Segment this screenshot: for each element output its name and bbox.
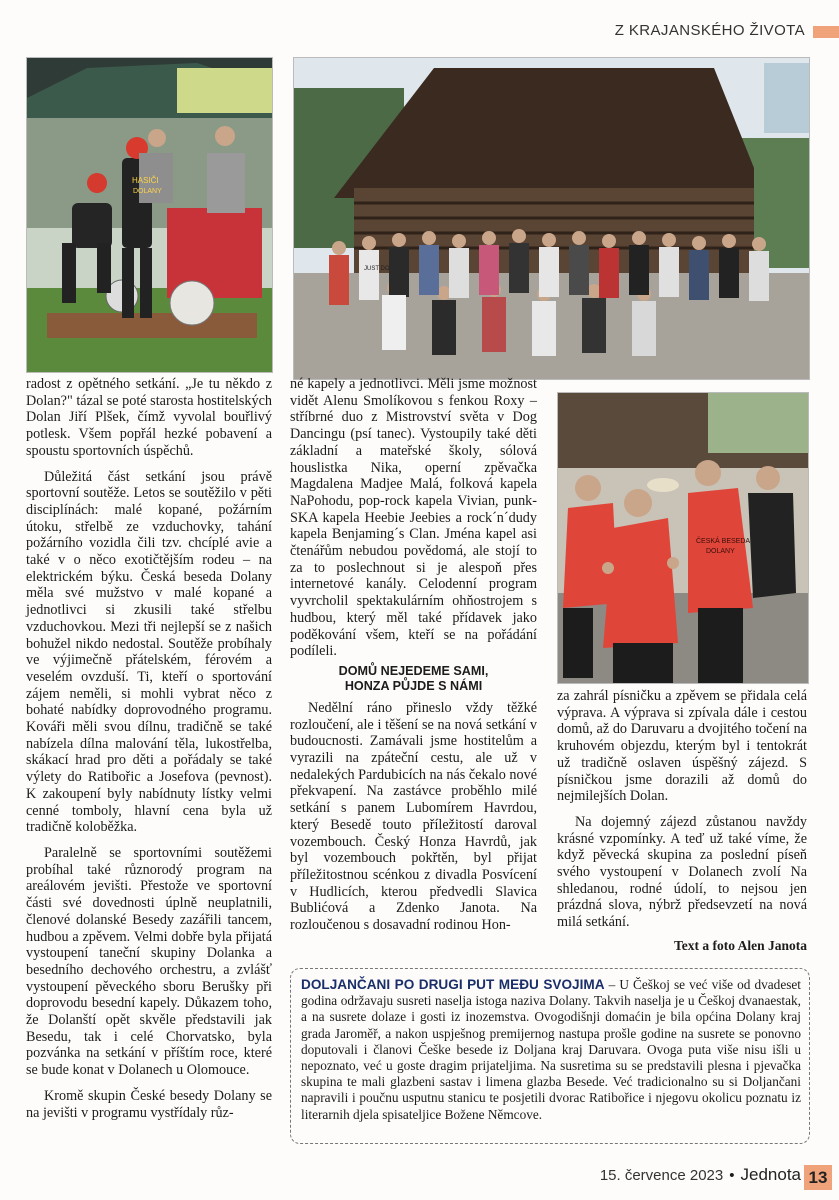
page-footer [600, 1165, 801, 1185]
dancer-shirt-text: ČESKÁ BESEDA [696, 538, 751, 545]
photo-firefighters-competition [26, 57, 273, 373]
group-shirt-text: JUST DO [364, 266, 390, 272]
photo-group-in-front-of-log-house [293, 57, 810, 380]
paragraph-4: Kromě skupin České besedy Dolany se na jevišti v programu vystřídaly růz- [26, 1087, 272, 1121]
summary-text: – U Češkoj se već više od dvadeset godina održavaju susreti naselja istoga naziva Dolany. Takvih naselja je u Češkoj dvanaestak, a na susrete dolaze i gosti iz inozemstva. Ovogodišnji domaćin je bila općina Dolany kraj grada Jaroměř, a nakon uspješnog premijernog nastupa prošle godine na susrete se ponovno doputovali i članovi Češke besede iz Doljana kraj Daruvara. Ovoga puta više nisu išli u nepoznato, već u goste dragim prijateljima. Na susretima su se predstavili plesna i pjevačka skupina te mali glazbeni sastav i limena glazba Besede. Već tradicionalno su si Doljančani napravili i poučnu usputnu stanicu te posjetili dvorac Ratibořice i njegovu okolicu poznatu iz literarnih djela spisateljice Božene Němcove. [301, 977, 802, 1122]
section-header: Z KRAJANSKÉHO ŽIVOTA [614, 22, 805, 39]
footer-separator: • [729, 1167, 735, 1184]
photo-dancers-red-shirts [557, 392, 809, 684]
paragraph-2: Důležitá část setkání jsou právě sportovní soutěže. Letos se soutěžilo v pěti disciplínách: malé kopané, požárním útoku, střelbě ze vzduchovky, tahání požárního vozidla čili tzv. chcíplé avie a také v o něco exotičtějším rodeu – na elektrickém býku. Česká beseda Dolany měla své mužstvo v malé kopané a jednotlivci si zkusili také střelbu vzduchovkou. Mezi tři nejlepší se z našich bohužel nikdo nedostal. Soutěže probíhaly ve výjimečně přátelském, férovém a veselém ovzduší. Ti, kteří o sportování zájem neměli, si mohli vybrat něco z bohaté nabídky doprovodného programu. Kováři měli svou dílnu, tradičně se také nabízela dílna malování těla, lukostřelba, skákací hrad pro děti a pořádaly se také výlety do Ratibořic a Josefova (pevnost). K zakoupení byly nabídnuty lístky velmi cenné tomboly, hlavní cena byla už tradičně koloběžka. [26, 468, 272, 836]
article-column-2 [290, 376, 537, 934]
firefighter-shirt-text: HASIČI [132, 176, 159, 185]
svg-text:DOLANY: DOLANY [706, 548, 735, 555]
summary-box [290, 968, 810, 1144]
paragraph-3: Paralelně se sportovními soutěžemi probíhal také různorodý program na areálovém jevišti. Přestože ve sportovní části své dovednosti úplně neuplatnili, členové dolanské Besedy zazářili tancem, hudbou a zpěvem. Velmi dobře byla přijatá vystoupení taneční skupiny Dolanka a besedního dechového orchestru, a zvlášť vystoupení pěveckého sboru Berušky při doprovodu besední kapely. Důkazem toho, že Dolanští opět skvěle představili jak Besedu, tak i celé Chorvatsko, byla pozvánka na setkání v příštím roce, které se bude konat v Dolanech u Olomouce. [26, 844, 272, 1079]
paragraph-1: radost z opětného setkání. „Je tu někdo z Dolan?" tázal se poté starosta hostitelských Dolan Jiří Plšek, čímž vyvolal bouřlivý potlesk. Všem popřál hezké pobavení a spoustu sportovních úspěchů. [26, 376, 272, 459]
subheading: DOMŮ NEJEDEME SAMI, HONZA PŮJDE S NÁMI [338, 663, 489, 693]
paragraph-8: Na dojemný zájezd zůstanou navždy krásné vzpomínky. A teď už také víme, že když pěvecká skupina za poslední píseň svého vystoupení v Dolanech zvolí Na shledanou, rodné údolí, to nejsou jen prázdná slova, nýbrž předsevzetí na nová milá setkání. [557, 813, 807, 931]
paragraph-6: Nedělní ráno přineslo vždy těžké rozloučení, ale i těšení se na nová setkání v budoucnosti. Zamávali jsme hostitelům a vyrazili na zpáteční cestu, ale už v nedalekých Pardubicích na nás čekalo nové překvapení. Na zastávce proběhlo milé setkání s panem Lubomírem Havrdou, který Besedě touto příležitostí daroval vozembouch. Český Honza Havrdů, jak byl vozembouch pokřtěn, byl přijat příležitostnou scénkou z divadla Posvícení v Hudlicích, kterou předvedli Slavica Bublićová a Zdenko Janota. Na rozloučenou s dosavadní rodinou Hon- [290, 699, 537, 934]
paragraph-7: za zahrál písničku a zpěvem se přidala celá výprava. A výprava si zpívala dále i cestou domů, až do Daruvaru a dvojitého točení na kruhovém objezdu, kterým byl i tentokrát už tradičně oslaven úspěšný zájezd. S písničkou jsme dorazili až domů do nejmilejších Dolan. [557, 688, 807, 805]
paragraph-5: né kapely a jednotlivci. Měli jsme možnost vidět Alenu Smolíkovou s fenkou Roxy – stříbrné duo z Mistrovství světa v Dog Dancingu (psí tanec). Vystoupily také děti základní a mateřské školy, sólová houslistka Nika, operní zpěvačka Magdalena Madjee Malá, folková kapela NaPohodu, pop-rock kapela Vivian, punk-SKA kapela Heebie Jeebies a rock´n´dudy kapela Benjaming´s Clan. Jména kapel asi čtenářům nebudou povědomá, ale stojí to za to poslechnout si je alespoň přes internetové kanály. Celodenní program vyvrcholil spektakulárním ohňostrojem s hudbou, který měl také přídavek jako poděkování všem, kteří se na pořádání podíleli. [290, 376, 537, 660]
svg-text:DOLANY: DOLANY [133, 188, 162, 195]
magazine-name: Jednota [740, 1165, 801, 1184]
article-column-1 [26, 376, 272, 1121]
article-column-3 [557, 688, 807, 955]
section-header-accent [813, 26, 839, 38]
issue-date: 15. července 2023 [599, 1167, 724, 1184]
page-number: 13 [804, 1165, 832, 1190]
summary-headline: DOLJANČANI PO DRUGI PUT MEĐU SVOJIMA [301, 977, 605, 992]
author-credit: Text a foto Alen Janota [673, 937, 807, 953]
